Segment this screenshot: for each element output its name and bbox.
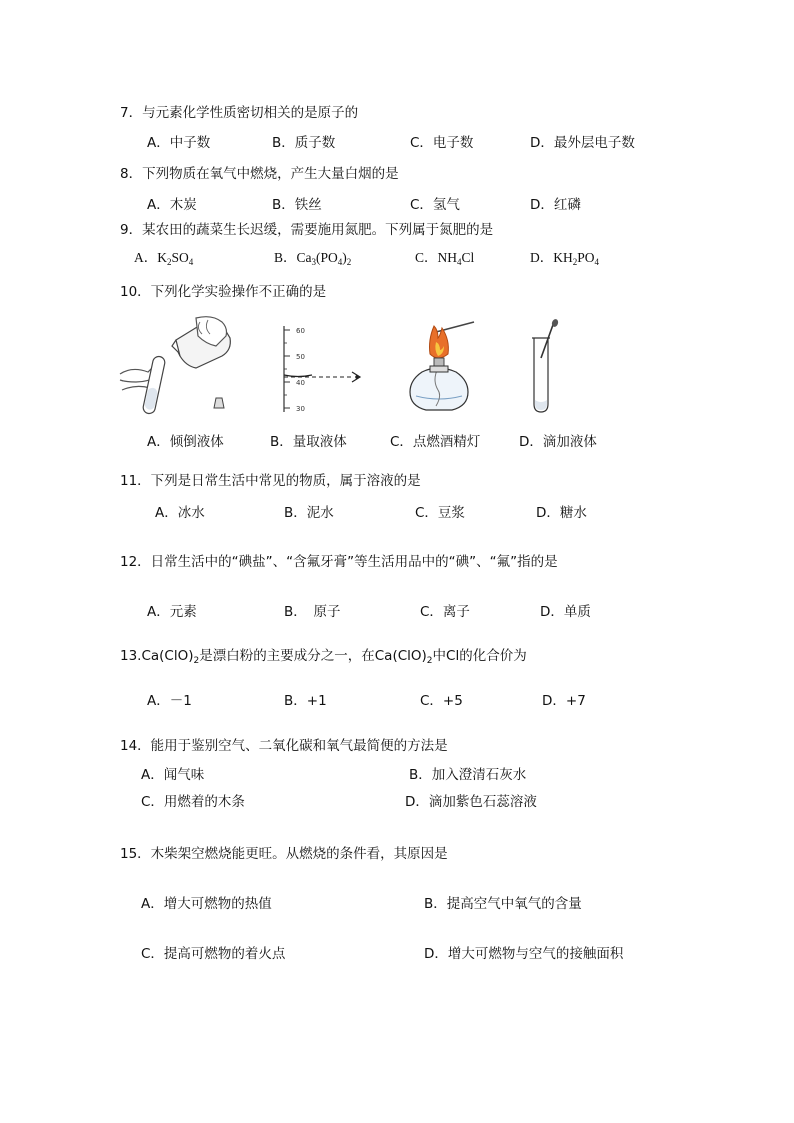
q7-stem: 7．与元素化学性质密切相关的是原子的 [120, 105, 359, 121]
q14-option-d: D．滴加紫色石蕊溶液 [405, 794, 537, 810]
q12-option-a: A．元素 [147, 604, 197, 620]
q8-option-a: A．木炭 [147, 197, 197, 213]
q10-option-b: B．量取液体 [270, 434, 347, 450]
q8-stem: 8．下列物质在氧气中燃烧，产生大量白烟的是 [120, 166, 399, 182]
q12-option-d: D．单质 [540, 604, 591, 620]
q8-option-c: C．氢气 [410, 197, 460, 213]
pouring-liquid-figure [118, 316, 244, 416]
q15-option-a: A．增大可燃物的热值 [141, 896, 272, 912]
q10-option-c: C．点燃酒精灯 [390, 434, 481, 450]
q7-option-d: D．最外层电子数 [530, 135, 635, 151]
q9-option-d: D．$KH_2PO_4$ [530, 250, 600, 267]
q9-option-c: C．$NH_4Cl$ [415, 250, 475, 267]
q11-option-b: B．泥水 [284, 505, 334, 521]
cylinder-tick-50: 50 [296, 353, 305, 361]
graduated-cylinder-figure [268, 322, 368, 416]
q14-option-a: A．闻气味 [141, 767, 205, 783]
cylinder-tick-30: 30 [296, 405, 305, 413]
cylinder-tick-60: 60 [296, 327, 305, 335]
q13-option-d: D．+7 [542, 693, 586, 709]
q12-stem: 12．日常生活中的“碘盐”、“含氟牙膏”等生活用品中的“碘”、“氟”指的是 [120, 554, 558, 570]
q14-stem: 14．能用于鉴别空气、二氧化碳和氧气最简便的方法是 [120, 738, 448, 754]
q8-option-b: B．铁丝 [272, 197, 322, 213]
cylinder-tick-40: 40 [296, 379, 305, 387]
q11-stem: 11．下列是日常生活中常见的物质，属于溶液的是 [120, 473, 421, 489]
q10-stem: 10．下列化学实验操作不正确的是 [120, 284, 327, 300]
q13-option-c: C．+5 [420, 693, 463, 709]
q10-option-d: D．滴加液体 [519, 434, 597, 450]
q9-option-b: B．$Ca_3(PO_4)_2$ [274, 250, 352, 267]
q15-stem: 15．木柴架空燃烧能更旺。从燃烧的条件看，其原因是 [120, 846, 448, 862]
dropper-figure [524, 318, 564, 416]
q14-option-c: C．用燃着的木条 [141, 794, 245, 810]
q9-option-a: A．$K_2SO_4$ [134, 250, 194, 267]
q11-option-c: C．豆浆 [415, 505, 465, 521]
q12-option-c: C．离子 [420, 604, 470, 620]
q12-option-b: B． 原子 [284, 604, 341, 620]
q11-option-a: A．冰水 [155, 505, 205, 521]
q15-option-d: D．增大可燃物与空气的接触面积 [424, 946, 624, 962]
q15-option-c: C．提高可燃物的着火点 [141, 946, 286, 962]
q11-option-d: D．糖水 [536, 505, 587, 521]
q15-option-b: B．提高空气中氧气的含量 [424, 896, 582, 912]
q14-option-b: B．加入澄清石灰水 [409, 767, 527, 783]
q8-option-d: D．红磷 [530, 197, 581, 213]
q9-stem: 9．某农田的蔬菜生长迟缓，需要施用氮肥。下列属于氮肥的是 [120, 222, 494, 238]
alcohol-lamp-figure [402, 320, 478, 416]
q10-option-a: A．倾倒液体 [147, 434, 224, 450]
q13-option-a: A．－1 [147, 693, 192, 709]
q7-option-c: C．电子数 [410, 135, 474, 151]
q13-stem: $13.Ca(ClO)_2$是漂白粉的主要成分之一，在$Ca(ClO)_2$中Cl的化合价为 [120, 648, 527, 666]
q7-option-b: B．质子数 [272, 135, 336, 151]
q13-option-b: B．+1 [284, 693, 327, 709]
q7-option-a: A．中子数 [147, 135, 211, 151]
